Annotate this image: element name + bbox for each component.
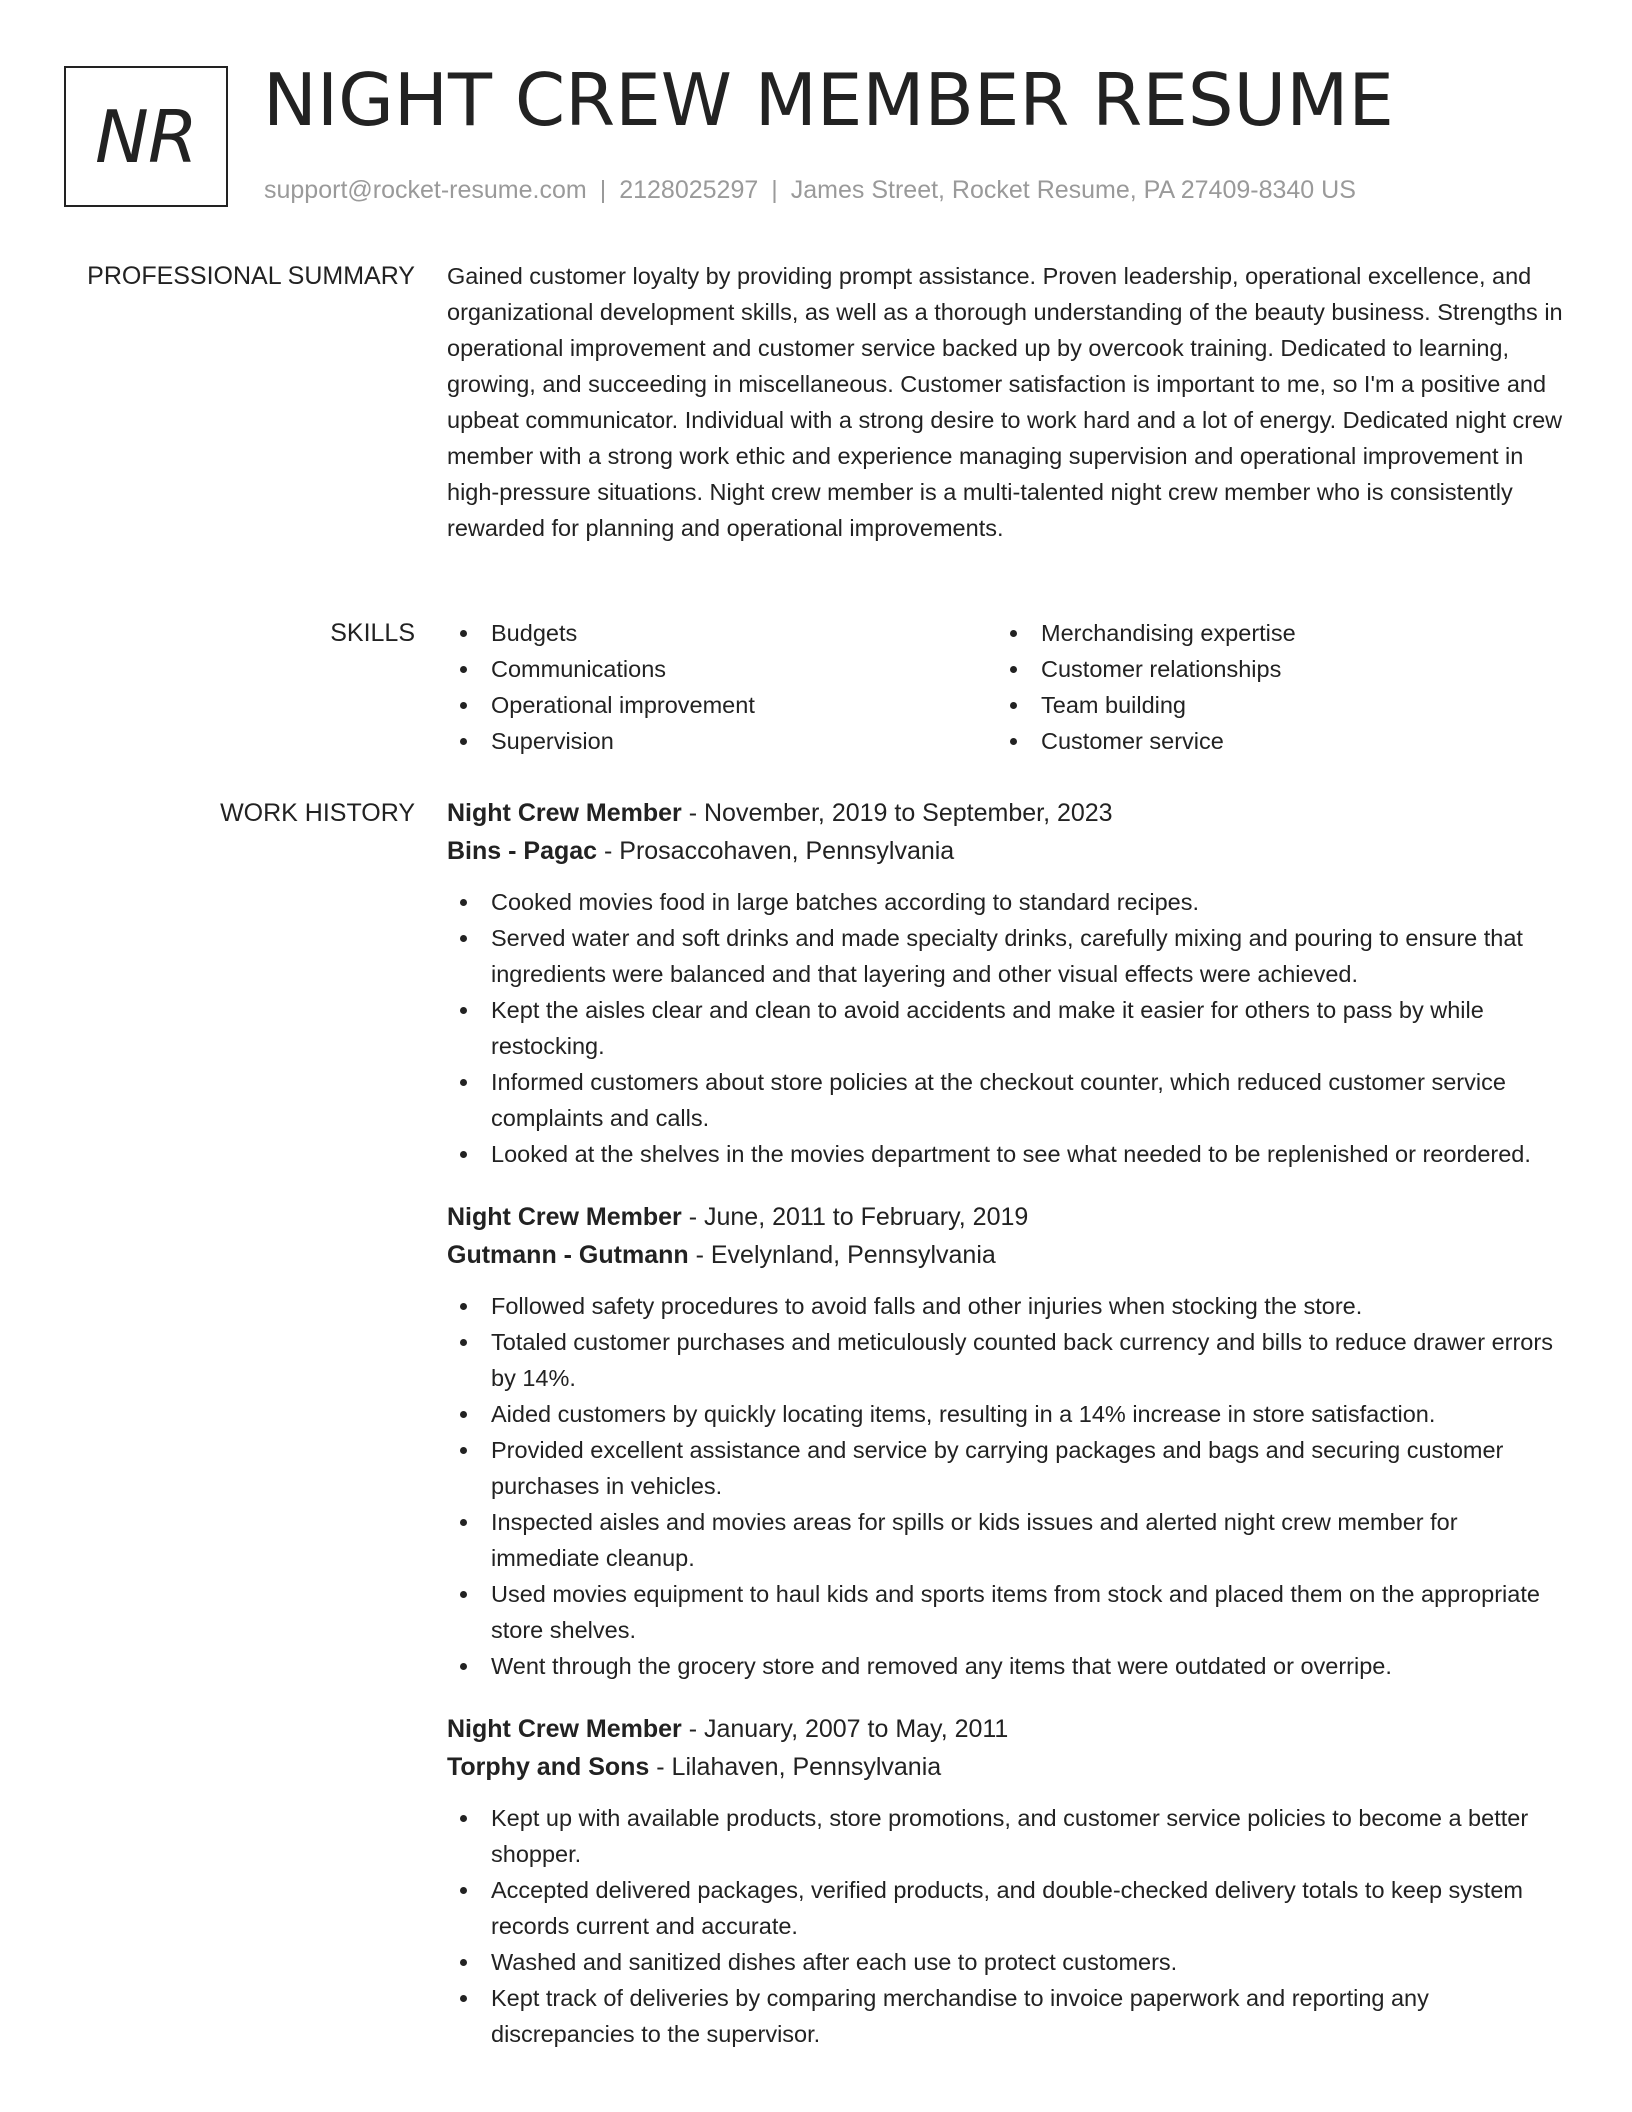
duty-item: Inspected aisles and movies areas for spills or kids issues and alerted night crew member for immediate cleanup.	[447, 1504, 1565, 1576]
job-company-line	[447, 1236, 1565, 1274]
job-duties	[447, 1288, 1565, 1684]
skills-columns	[447, 615, 1565, 759]
contact-separator: |	[771, 176, 778, 204]
skills-label: SKILLS	[330, 619, 415, 647]
duty-item: Washed and sanitized dishes after each use to protect customers.	[447, 1944, 1565, 1980]
duty-item: Aided customers by quickly locating items, resulting in a 14% increase in store satisfaction.	[447, 1396, 1565, 1432]
duty-item: Served water and soft drinks and made specialty drinks, carefully mixing and pouring to ensure that ingredients were balanced and that layering and other visual effects were achieved.	[447, 920, 1565, 992]
job-company: Gutmann - Gutmann	[447, 1241, 689, 1269]
job-title-line	[447, 1710, 1565, 1748]
resume-title: NIGHT CREW MEMBER RESUME	[263, 58, 1394, 142]
skills-list-left	[447, 615, 997, 759]
duty-item: Provided excellent assistance and service by carrying packages and bags and securing customer purchases in vehicles.	[447, 1432, 1565, 1504]
skill-item: Customer service	[997, 723, 1547, 759]
duty-item: Used movies equipment to haul kids and sports items from stock and placed them on the appropriate store shelves.	[447, 1576, 1565, 1648]
job-duties	[447, 884, 1565, 1172]
contact-address: James Street, Rocket Resume, PA 27409-8340 US	[790, 176, 1356, 204]
duty-item: Totaled customer purchases and meticulously counted back currency and bills to reduce drawer errors by 14%.	[447, 1324, 1565, 1396]
job-company-line	[447, 832, 1565, 870]
duty-item: Followed safety procedures to avoid falls and other injuries when stocking the store.	[447, 1288, 1565, 1324]
job-company-line	[447, 1748, 1565, 1786]
contact-separator: |	[599, 176, 607, 204]
duty-item: Went through the grocery store and removed any items that were outdated or overripe.	[447, 1648, 1565, 1684]
job-dates: - November, 2019 to September, 2023	[681, 799, 1113, 827]
skill-item: Customer relationships	[997, 651, 1547, 687]
job-company: Torphy and Sons	[447, 1753, 650, 1781]
duty-item: Looked at the shelves in the movies department to see what needed to be replenished or reordered.	[447, 1136, 1565, 1172]
job-dates: - June, 2011 to February, 2019	[681, 1203, 1029, 1231]
job-dates: - January, 2007 to May, 2011	[681, 1715, 1009, 1743]
job-duties	[447, 1800, 1565, 2052]
job-title: Night Crew Member	[447, 1715, 682, 1743]
skills-list-right	[997, 615, 1547, 759]
duty-item: Kept the aisles clear and clean to avoid accidents and make it easier for others to pass by while restocking.	[447, 992, 1565, 1064]
skill-item: Supervision	[447, 723, 997, 759]
initials-text: NR	[95, 94, 197, 179]
skill-item: Budgets	[447, 615, 997, 651]
job-title: Night Crew Member	[447, 799, 682, 827]
duty-item: Accepted delivered packages, verified products, and double-checked delivery totals to keep system records current and accurate.	[447, 1872, 1565, 1944]
skill-item: Merchandising expertise	[997, 615, 1547, 651]
duty-item: Kept up with available products, store promotions, and customer service policies to become a better shopper.	[447, 1800, 1565, 1872]
job-location: - Prosaccohaven, Pennsylvania	[597, 837, 955, 865]
job-location: - Evelynland, Pennsylvania	[688, 1241, 996, 1269]
job-entry	[447, 1198, 1565, 1684]
duty-item: Informed customers about store policies at the checkout counter, which reduced customer service complaints and calls.	[447, 1064, 1565, 1136]
summary-text: Gained customer loyalty by providing prompt assistance. Proven leadership, operational excellence, and organizational development skills, as well as a thorough understanding of the beauty business. Strengths in operational improvement and customer service backed up by overcook training. Dedicated to learning, growing, and succeeding in miscellaneous. Customer satisfaction is important to me, so I'm a positive and upbeat communicator. Individual with a strong desire to work hard and a lot of energy. Dedicated night crew member with a strong work ethic and experience managing supervision and operational improvement in high-pressure situations. Night crew member is a multi-talented night crew member who is consistently rewarded for planning and operational improvements.	[447, 263, 1563, 541]
job-location: - Lilahaven, Pennsylvania	[649, 1753, 942, 1781]
job-title: Night Crew Member	[447, 1203, 682, 1231]
work-history-label: WORK HISTORY	[220, 799, 415, 827]
duty-item: Kept track of deliveries by comparing merchandise to invoice paperwork and reporting any discrepancies to the supervisor.	[447, 1980, 1565, 2052]
skill-item: Team building	[997, 687, 1547, 723]
duty-item: Cooked movies food in large batches according to standard recipes.	[447, 884, 1565, 920]
contact-line	[264, 175, 1356, 205]
skill-item: Operational improvement	[447, 687, 997, 723]
job-company: Bins - Pagac	[447, 837, 598, 865]
job-title-line	[447, 794, 1565, 832]
skill-item: Communications	[447, 651, 997, 687]
job-entry	[447, 1710, 1565, 2052]
contact-email: support@rocket-resume.com	[264, 176, 587, 204]
summary-label: PROFESSIONAL SUMMARY	[87, 262, 415, 290]
initials-monogram	[64, 66, 228, 207]
contact-phone: 2128025297	[619, 176, 759, 204]
job-title-line	[447, 1198, 1565, 1236]
job-entry	[447, 794, 1565, 1172]
work-history-list	[447, 794, 1565, 2078]
